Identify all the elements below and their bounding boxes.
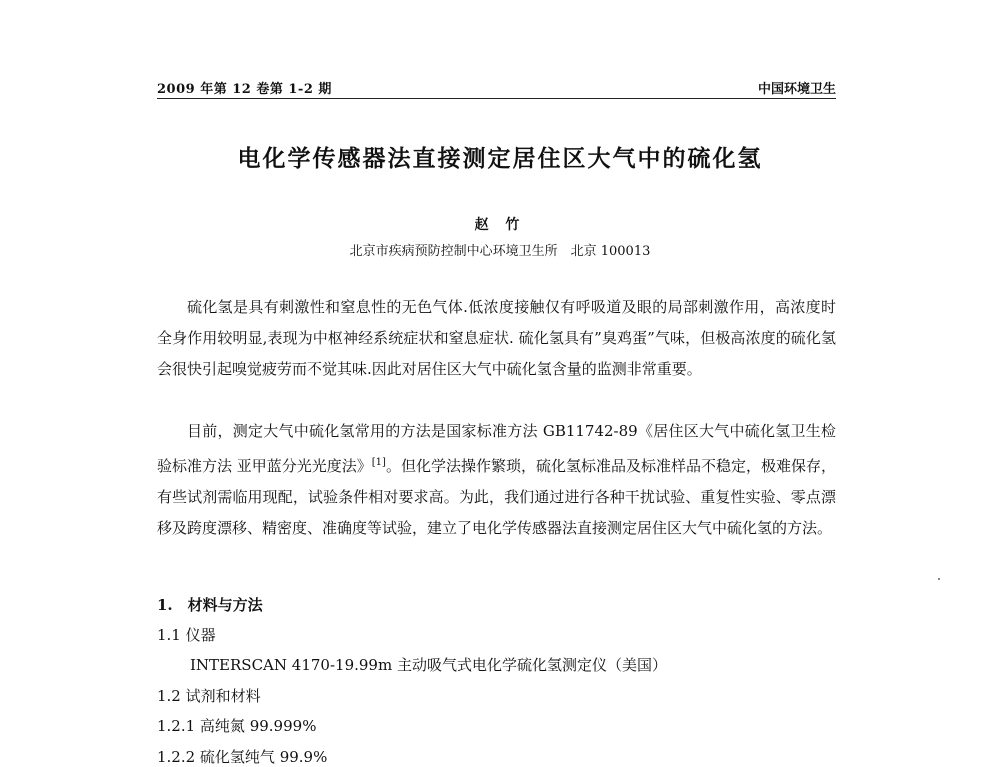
journal-name: 中国环境卫生: [757, 82, 836, 97]
paragraph-methods-background: [157, 416, 836, 544]
instrument-description: INTERSCAN 4170-19.99m 主动吸气式电化学硫化氢测定仪（美国）: [190, 656, 667, 674]
article-title: 电化学传感器法直接测定居住区大气中的硫化氢: [237, 146, 763, 172]
subsection-heading: 1.1 仪器: [157, 626, 216, 644]
author-affiliation: 北京市疾病预防控制中心环境卫生所 北京 100013: [349, 244, 651, 259]
paragraph-text: 目前，测定大气中硫化氢常用的方法是国家标准方法 GB11742-89《居住区大气中硫化氢卫生检验标准方法 亚甲蓝分光光度法》: [157, 422, 836, 475]
paragraph-intro: 硫化氢是具有刺激性和窒息性的无色气体.低浓度接触仅有呼吸道及眼的局部刺激作用，高浓度时全身作用较明显,表现为中枢神经系统症状和窒息症状. 硫化氢具有”臭鸡蛋”气味，但极高浓度的硫化氢会很快引起嗅觉疲劳而不觉其味.因此对居住区大气中硫化氢含量的监测非常重要。: [157, 298, 836, 378]
journal-issue: 2009 年第 12 卷第 1-2 期: [157, 82, 332, 97]
paragraph-text: 。但化学法操作繁琐，硫化氢标准品及标准样品不稳定，极难保存，有些试剂需临用现配，试验条件相对要求高。为此，我们通过进行各种干扰试验、重复性实验、零点漂移及跨度漂移、精密度、准确度等试验，建立了电化学传感器法直接测定居住区大气中硫化氢的方法。: [157, 457, 836, 537]
reagent-item: 1.2.2 硫化氢纯气 99.9%: [157, 748, 328, 766]
citation-reference: [1]: [371, 457, 386, 468]
section-heading: 1. 材料与方法: [157, 596, 263, 614]
header-rule: [157, 98, 836, 99]
author-name: 赵 竹: [474, 217, 526, 233]
reagent-item: 1.2.1 高纯氮 99.999%: [157, 717, 317, 735]
subsection-heading: 1.2 试剂和材料: [157, 687, 261, 705]
scan-speck: [938, 578, 940, 580]
